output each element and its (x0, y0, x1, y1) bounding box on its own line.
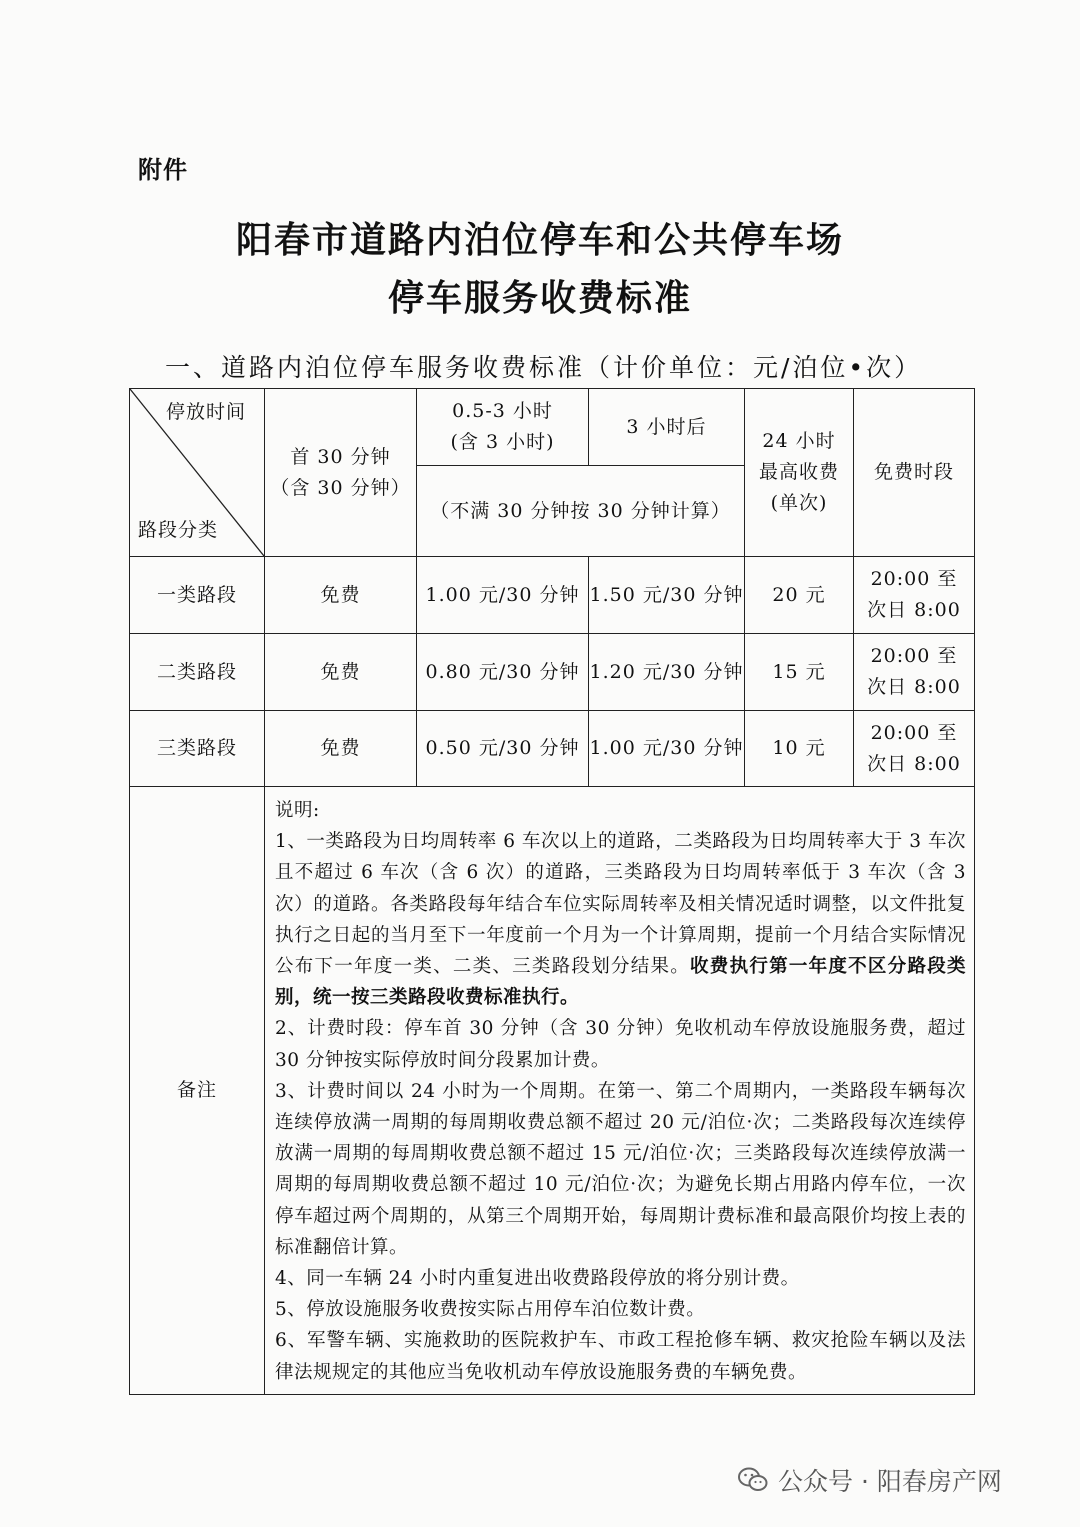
header-partial-note: （不满 30 分钟按 30 分钟计算） (417, 466, 745, 557)
road-category-label: 路段分类 (138, 519, 219, 541)
free-period (854, 634, 975, 711)
watermark-text: 公众号 · 阳春房产网 (778, 1467, 1002, 1496)
free-period (854, 711, 975, 787)
road-category: 一类路段 (130, 557, 265, 634)
wechat-icon (738, 1467, 768, 1493)
note-2: 2、计费时段：停车首 30 分钟（含 30 分钟）免收机动车停放设施服务费，超过 30 分钟按实际停放时间分段累加计费。 (275, 1018, 966, 1071)
first-30-fee: 免费 (265, 557, 417, 634)
half-to-3h-fee: 1.00 元/30 分钟 (417, 557, 589, 634)
note-4: 4、同一车辆 24 小时内重复进出收费路段停放的将分别计费。 (275, 1268, 800, 1290)
first-30-fee: 免费 (265, 634, 417, 711)
section-heading: 一、道路内泊位停车服务收费标准（计价单位：元/泊位•次） (165, 353, 923, 382)
header-half-to-3h (417, 389, 589, 466)
header-free-period: 免费时段 (854, 389, 975, 557)
half-to-3h-fee: 0.50 元/30 分钟 (417, 711, 589, 787)
parking-time-label: 停放时间 (165, 401, 246, 423)
max-fee: 20 元 (745, 557, 854, 634)
after-3h-fee: 1.00 元/30 分钟 (589, 711, 745, 787)
watermark (738, 1462, 1002, 1498)
header-first-30-line1: 首 30 分钟 (290, 445, 391, 468)
attachment-label: 附件 (138, 156, 188, 184)
free-period-line1: 20:00 至 (870, 721, 958, 744)
after-3h-fee: 1.50 元/30 分钟 (589, 557, 745, 634)
free-period-line2: 次日 8:00 (867, 676, 961, 698)
note-3: 3、计费时间以 24 小时为一个周期。在第一、第二个周期内，一类路段车辆每次连续停放满一周期的每周期收费总额不超过 20 元/泊位·次；二类路段每次连续停放满一周期的每周期收费总额不超过 15 元/泊位·次；三类路段每次连续停放满一周期的每周期收费总额不超过 10 元/泊位·次；为避免长期占用路内停车位，一次停车超过两个周期的，从第三个周期开始，每周期计费标准和最高限价均按上表的标准翻倍计算。 (275, 1080, 966, 1258)
max-fee: 15 元 (745, 634, 854, 711)
header-max-fee-line3: (单次) (770, 492, 828, 514)
header-after-3h: 3 小时后 (589, 389, 745, 466)
first-30-fee: 免费 (265, 711, 417, 787)
note-1 (275, 826, 966, 1013)
table-row (130, 557, 975, 634)
table-row (130, 634, 975, 711)
road-category: 三类路段 (130, 711, 265, 787)
road-category: 二类路段 (130, 634, 265, 711)
document-title-line1: 阳春市道路内泊位停车和公共停车场 (235, 220, 844, 261)
document-title-line2: 停车服务收费标准 (387, 278, 692, 319)
fee-table (129, 388, 975, 1395)
note-5: 5、停放设施服务收费按实际占用停车泊位数计费。 (275, 1299, 706, 1321)
note-1-text: 1、一类路段为日均周转率 6 车次以上的道路，二类路段为日均周转率大于 3 车次且不超过 6 车次（含 6 次）的道路，三类路段为日均周转率低于 3 车次（含 3 次）的道路。各类路段每年结合车位实际周转率及相关情况适时调整，以文件批复执行之日起的当月至下一年度前一个月为一个计算周期，提前一个月结合实际情况公布下一年度一类、二类、三类路段划分结果。 (275, 831, 966, 978)
note-6: 6、军警车辆、实施救助的医院救护车、市政工程抢修车辆、救灾抢险车辆以及法律法规规定的其他应当免收机动车停放设施服务费的车辆免费。 (275, 1330, 966, 1383)
table-row (130, 711, 975, 787)
notes-heading: 说明: (275, 800, 320, 821)
remarks-label: 备注 (130, 787, 265, 1395)
after-3h-fee: 1.20 元/30 分钟 (589, 634, 745, 711)
header-max-fee-line2: 最高收费 (758, 461, 839, 483)
max-fee: 10 元 (745, 711, 854, 787)
header-max-fee (745, 389, 854, 557)
half-to-3h-fee: 0.80 元/30 分钟 (417, 634, 589, 711)
remarks-content (265, 787, 975, 1395)
note-1-bold: 收费执行第一年度不区分路段类别，统一按三类路段收费标准执行。 (275, 956, 966, 1009)
header-half-to-3h-line1: 0.5-3 小时 (452, 400, 553, 422)
free-period (854, 557, 975, 634)
header-max-fee-line1: 24 小时 (762, 430, 836, 452)
free-period-line2: 次日 8:00 (867, 599, 961, 621)
free-period-line1: 20:00 至 (870, 568, 958, 590)
header-first-30 (265, 389, 417, 557)
free-period-line2: 次日 8:00 (867, 752, 961, 775)
remarks-row (130, 787, 975, 1395)
free-period-line1: 20:00 至 (870, 645, 958, 667)
header-half-to-3h-line2: (含 3 小时) (450, 431, 555, 453)
diagonal-header-cell (130, 389, 265, 557)
header-first-30-line2: （含 30 分钟） (270, 476, 411, 499)
